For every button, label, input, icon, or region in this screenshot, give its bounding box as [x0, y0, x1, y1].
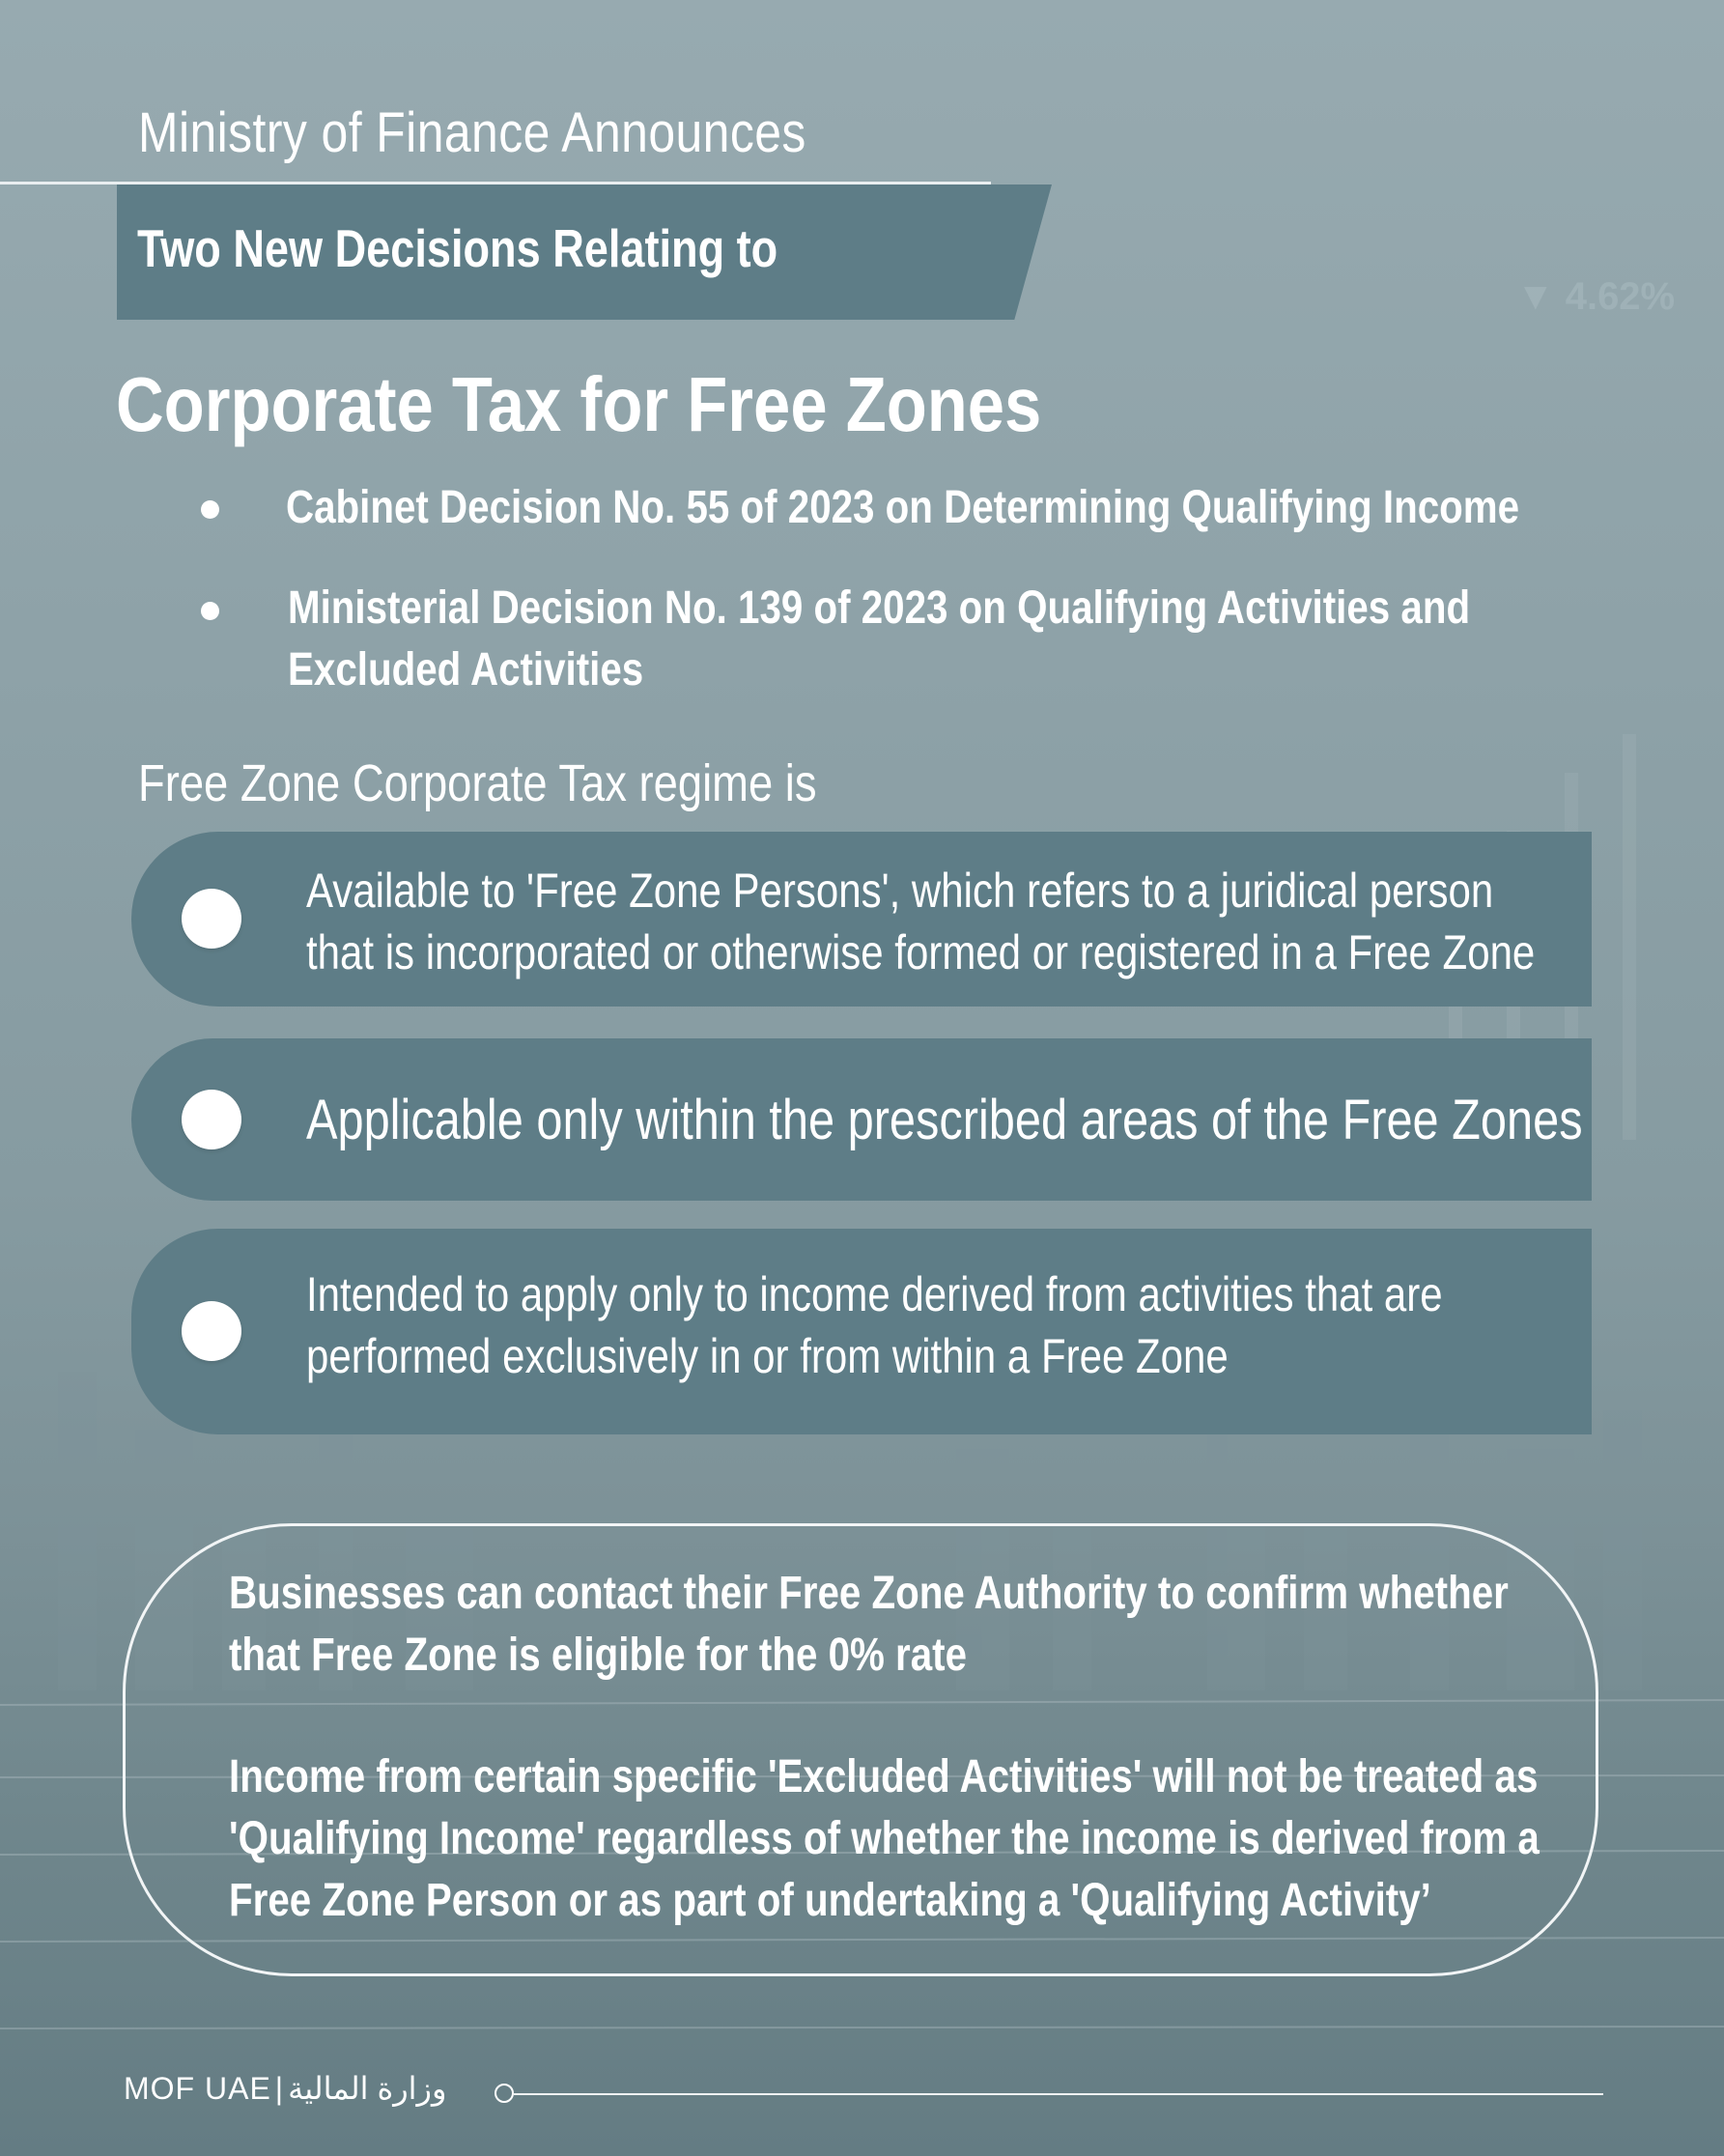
bullet-icon [201, 500, 219, 519]
note-line: Businesses can contact their Free Zone Authority to confirm whether [229, 1568, 1509, 1619]
brand-arabic: وزارة المالية [288, 2071, 447, 2106]
decision-item-2 [288, 578, 1470, 701]
announcement-kicker: Ministry of Finance Announces [138, 101, 806, 164]
regime-point-line: that is incorporated or otherwise formed or registered in a Free Zone [306, 925, 1536, 979]
regime-point-text [306, 1263, 1443, 1387]
regime-point-line: performed exclusively in or from within a Free Zone [306, 1329, 1229, 1383]
ticker-text: ▼ 4.62% [1516, 275, 1676, 318]
header-divider [0, 182, 991, 184]
note-line: that Free Zone is eligible for the 0% rate [229, 1630, 968, 1681]
note-line: Income from certain specific 'Excluded Activities' will not be treated as [229, 1751, 1539, 1802]
note-paragraph-1 [229, 1563, 1509, 1687]
bullet-icon [201, 602, 219, 620]
regime-point-line: Applicable only within the prescribed areas of the Free Zones [306, 1089, 1583, 1151]
footer-brand [124, 2070, 446, 2107]
circle-bullet-icon [182, 1301, 241, 1361]
brand-separator: | [274, 2071, 285, 2106]
note-paragraph-2 [229, 1746, 1540, 1932]
decision-line: Excluded Activities [288, 644, 644, 695]
note-line: Free Zone Person or as part of undertaking a 'Qualifying Activity’ [229, 1875, 1431, 1926]
circle-bullet-icon [182, 889, 241, 949]
footer-circle-icon [495, 2084, 514, 2103]
circle-bullet-icon [182, 1090, 241, 1149]
note-line: 'Qualifying Income' regardless of whether the income is derived from a [229, 1813, 1540, 1864]
footer-divider [514, 2093, 1603, 2095]
decision-line: Ministerial Decision No. 139 of 2023 on Qualifying Activities and [288, 582, 1471, 634]
regime-point-line: Available to 'Free Zone Persons', which refers to a juridical person [306, 864, 1494, 918]
regime-point-line: Intended to apply only to income derived from activities that are [306, 1267, 1443, 1321]
regime-heading: Free Zone Corporate Tax regime is [138, 754, 817, 812]
decision-item-1 [286, 477, 1519, 539]
subtitle-banner-text: Two New Decisions Relating to [137, 218, 778, 278]
decision-line: Cabinet Decision No. 55 of 2023 on Determining Qualifying Income [286, 482, 1520, 533]
regime-point-text [306, 1090, 1583, 1151]
brand-english: MOF UAE [124, 2071, 271, 2106]
page-title: Corporate Tax for Free Zones [116, 361, 1042, 447]
regime-point-text [306, 860, 1535, 983]
